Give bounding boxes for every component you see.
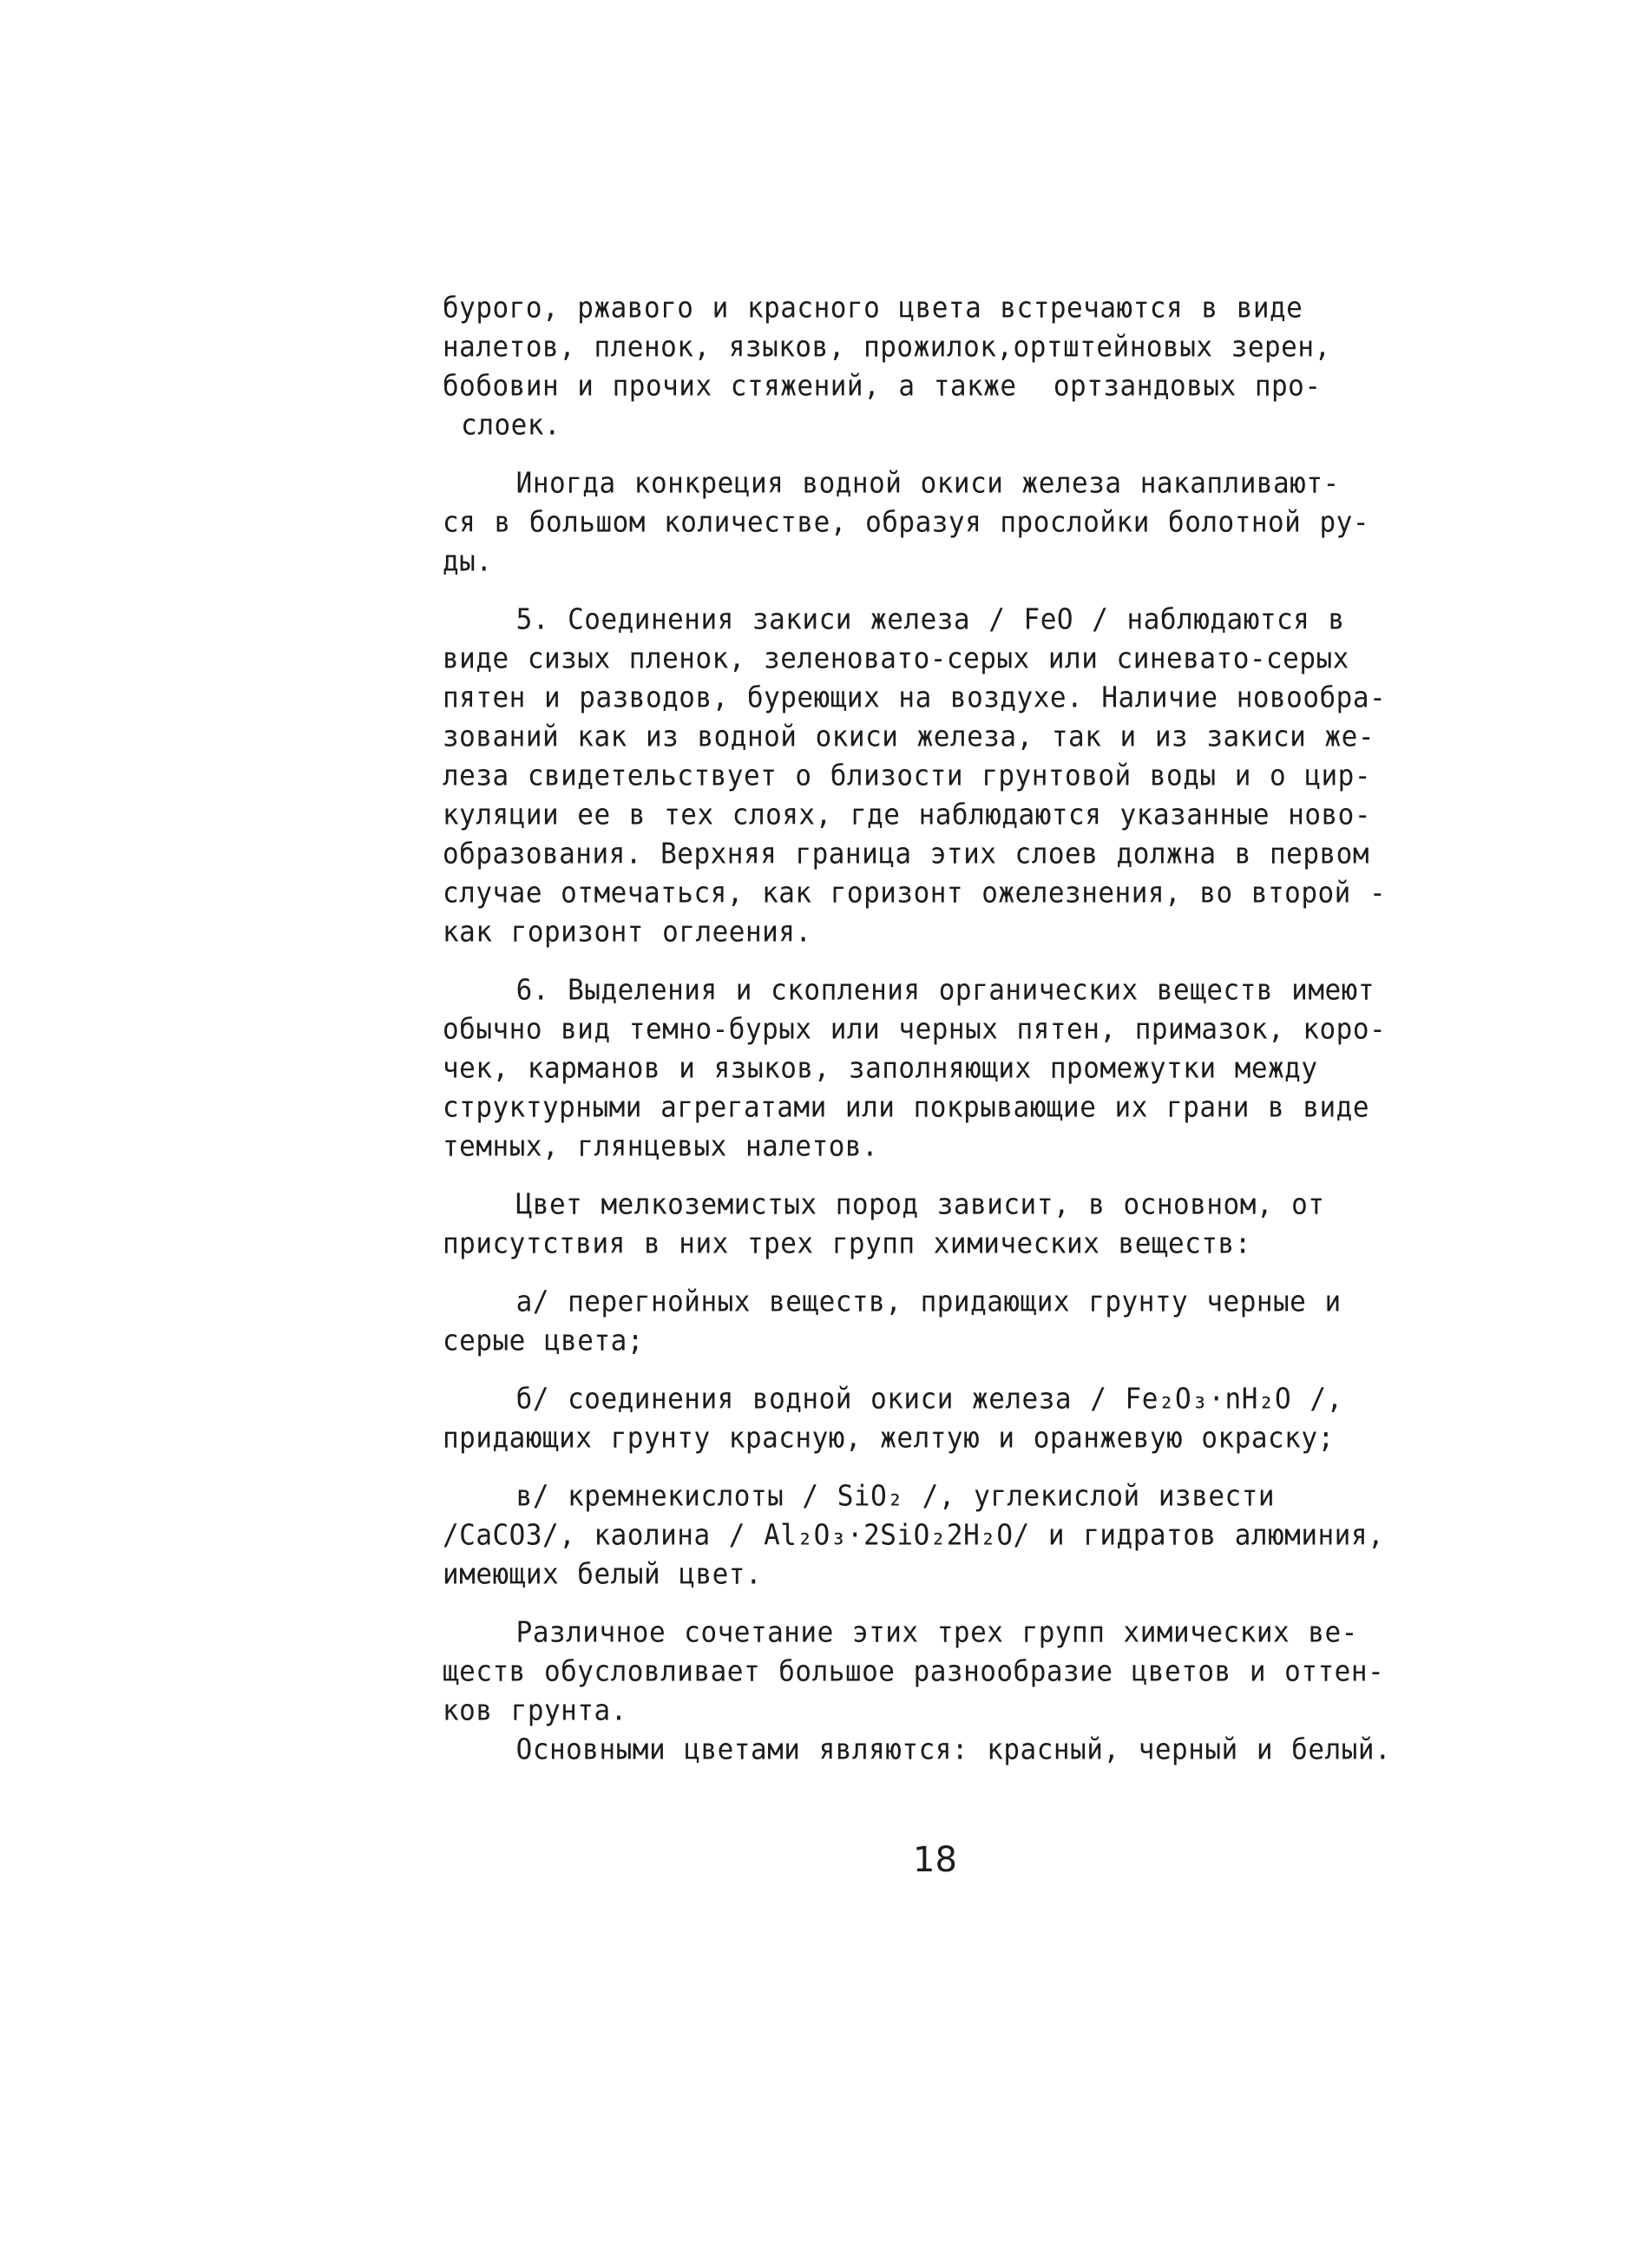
paragraph-item-5 [443, 601, 1415, 952]
paragraph-continuation [443, 289, 1415, 445]
text-line: налетов, пленок, языков, прожилок,ортштейновых зерен, [443, 330, 1331, 365]
text-line: темных, глянцевых налетов. [443, 1129, 879, 1164]
text-line: бурого, ржавого и красного цвета встречаются в виде [443, 291, 1303, 325]
text-line: структурными агрегатами или покрывающие их грани в виде [443, 1090, 1369, 1125]
text-line: чек, карманов и языков, заполняющих промежутки между [443, 1051, 1318, 1086]
paragraph-soil-color [443, 1186, 1415, 1264]
text-line: образования. Верхняя граница этих слоев должна в первом [443, 837, 1369, 871]
text-line: виде сизых пленок, зеленовато-серых или синевато-серых [443, 641, 1349, 676]
text-line: ществ обусловливает большое разнообразие цветов и оттен- [443, 1654, 1385, 1689]
text-line: Цвет мелкоземистых пород зависит, в основном, от [443, 1187, 1325, 1222]
text-line: 6. Выделения и скопления органических веществ имеют [443, 973, 1375, 1008]
text-line: 5. Соединения закиси железа / FeO / наблюдаются в [443, 602, 1345, 637]
text-line: случае отмечаться, как горизонт ожелезнения, во второй - [443, 876, 1387, 910]
text-line: зований как из водной окиси железа, так и из закиси же- [443, 720, 1375, 754]
paragraph-item-6 [443, 971, 1415, 1167]
text-line: б/ соединения водной окиси железа / Fe₂O₃·nH₂O /, [443, 1382, 1343, 1417]
text-line: Иногда конкреция водной окиси железа накапливают- [443, 466, 1340, 501]
text-line: ды. [443, 544, 493, 579]
text-line: придающих грунту красную, желтую и оранжевую окраску; [443, 1421, 1335, 1456]
text-line: серые цвета; [443, 1324, 644, 1358]
text-line: Основными цветами являются: красный, черный и белый. [443, 1732, 1392, 1767]
page-number: 18 [913, 1840, 957, 1880]
text-line: бобовин и прочих стяжений, а также ортзандовых про- [443, 369, 1322, 404]
text-line: а/ перегнойных веществ, придающих грунту черные и [443, 1285, 1342, 1319]
list-item-c [443, 1477, 1415, 1594]
text-line: /CaCO3/, каолина / Al₂O₃·2SiO₂2H₂O/ и гидратов алюминия, [443, 1518, 1385, 1553]
list-item-b [443, 1380, 1415, 1458]
text-line: леза свидетельствует о близости грунтовой воды и о цир- [443, 759, 1371, 793]
list-item-a [443, 1283, 1415, 1361]
paragraph-conclusion [443, 1614, 1415, 1770]
body-text [443, 289, 1415, 1770]
text-line: ся в большом количестве, образуя прослойки болотной ру- [443, 505, 1369, 540]
text-line: в/ кремнекислоты / SiO₂ /, углекислой извести [443, 1479, 1276, 1514]
paragraph-concretions [443, 464, 1415, 582]
text-line: Различное сочетание этих трех групп химических ве- [443, 1615, 1358, 1650]
text-line: имеющих белый цвет. [443, 1557, 763, 1592]
text-line: обычно вид темно-бурых или черных пятен, примазок, коро- [443, 1012, 1387, 1047]
text-line: пятен и разводов, буреющих на воздухе. Наличие новообра- [443, 680, 1387, 715]
text-line: как горизонт оглеения. [443, 915, 812, 950]
text-line: присутствия в них трех групп химических веществ: [443, 1226, 1251, 1261]
text-line: куляции ее в тех слоях, где наблюдаются указанные ново- [443, 798, 1371, 832]
text-line: ков грунта. [443, 1693, 627, 1728]
text-line: слоек. [443, 408, 561, 443]
